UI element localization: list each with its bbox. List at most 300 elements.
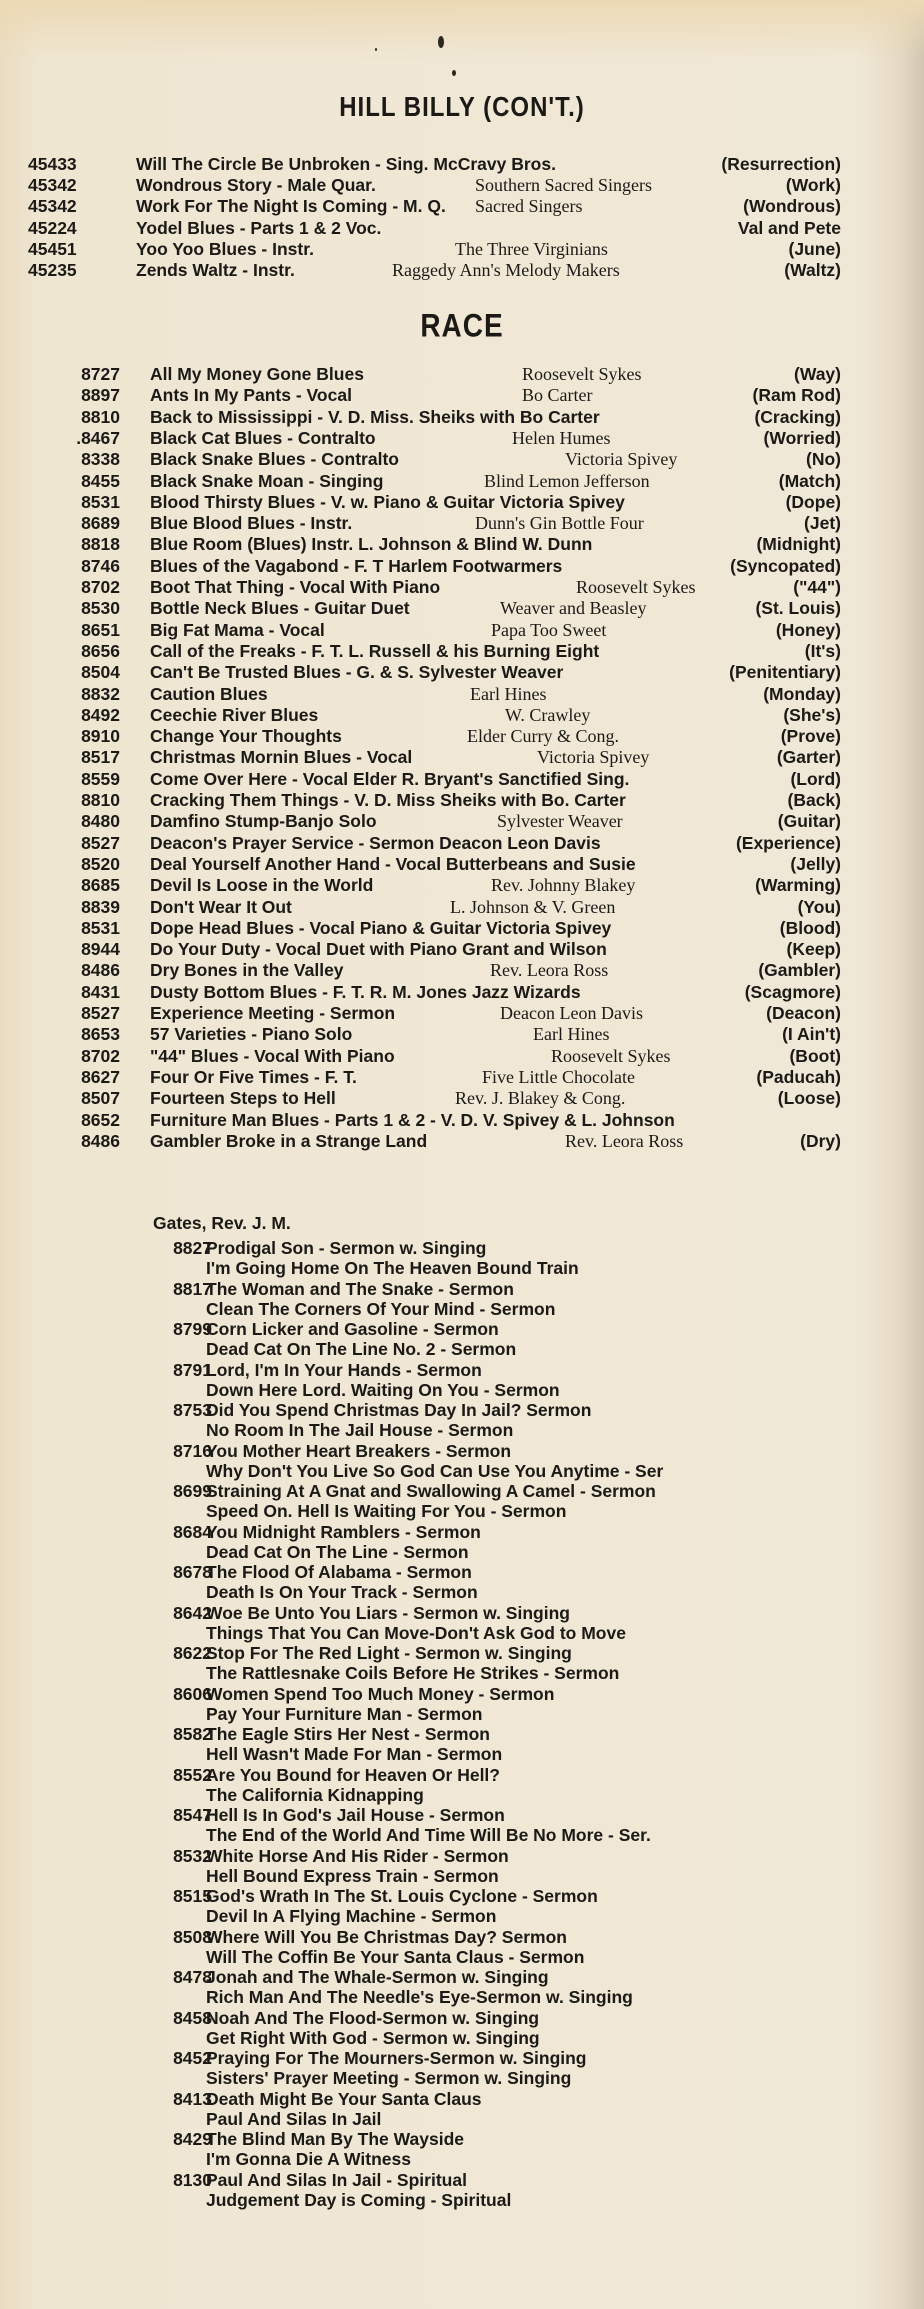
song-title: Devil In A Flying Machine - Sermon <box>206 1906 497 1927</box>
catalog-entry <box>0 428 924 450</box>
flip-side: (Syncopated) <box>730 555 841 576</box>
flip-side: (Back) <box>787 790 841 810</box>
catalog-entry <box>0 534 924 556</box>
song-title: Experience Meeting - Sermon <box>150 1003 396 1023</box>
song-title: Speed On. Hell Is Waiting For You - Sermon <box>206 1501 567 1522</box>
flip-side: (It's) <box>804 640 841 661</box>
flip-side: (Jet) <box>804 513 841 534</box>
artist-name: Southern Sacred Singers <box>475 175 652 196</box>
flip-side: (Deacon) <box>766 1003 841 1023</box>
song-title: White Horse And His Rider - Sermon <box>206 1845 509 1866</box>
catalog-number: 8699 <box>173 1481 212 1501</box>
song-title: Woe Be Unto You Liars - Sermon w. Singing <box>206 1602 570 1623</box>
catalog-number: 8653 <box>81 1024 120 1045</box>
catalog-number: 8508 <box>173 1926 212 1947</box>
catalog-entry <box>0 1765 924 1787</box>
song-title: The Blind Man By The Wayside <box>206 2129 464 2149</box>
song-title: The End of the World And Time Will Be No More - Ser. <box>206 1825 651 1846</box>
song-title: Things That You Can Move-Don't Ask God to Move <box>206 1622 626 1643</box>
flip-side: (Lord) <box>790 768 841 789</box>
flip-side: (Experience) <box>735 832 841 853</box>
catalog-number: 8486 <box>81 1130 120 1151</box>
flip-side: (I Ain't) <box>782 1024 841 1045</box>
flip-side: (Worried) <box>763 427 841 448</box>
catalog-entry <box>0 2170 924 2192</box>
song-title: Can't Be Trusted Blues - G. & S. Sylvester Weaver <box>150 662 564 683</box>
song-title: All My Money Gone Blues <box>150 364 364 384</box>
catalog-entry-flip <box>0 1987 924 2009</box>
catalog-number: 8746 <box>81 555 120 576</box>
catalog-number: 8527 <box>81 1003 120 1023</box>
catalog-entry-flip <box>0 2028 924 2050</box>
catalog-entry <box>0 960 924 982</box>
catalog-entry-flip <box>0 1825 924 1847</box>
catalog-entry <box>0 471 924 493</box>
catalog-entry <box>0 705 924 727</box>
catalog-number: 8429 <box>173 2129 212 2149</box>
catalog-number: 8727 <box>81 364 120 384</box>
song-title: Dope Head Blues - Vocal Piano & Guitar Victoria Spivey <box>150 917 612 938</box>
flip-side: (Gambler) <box>758 960 841 981</box>
artist-name: Earl Hines <box>533 1024 610 1045</box>
catalog-entry <box>0 1603 924 1625</box>
catalog-entry <box>0 1927 924 1949</box>
song-title: Deacon's Prayer Service - Sermon Deacon Leon Davis <box>150 832 601 853</box>
song-title: Pay Your Furniture Man - Sermon <box>206 1703 483 1724</box>
song-title: Lord, I'm In Your Hands - Sermon <box>206 1359 482 1380</box>
song-title: I'm Going Home On The Heaven Bound Train <box>206 1258 579 1279</box>
flip-side: (Loose) <box>777 1088 841 1109</box>
catalog-entry <box>0 641 924 663</box>
artist-name: Rev. Leora Ross <box>565 1130 684 1151</box>
flip-side: (Monday) <box>763 683 841 704</box>
catalog-number: 8130 <box>173 2169 212 2190</box>
artist-name: Rev. Johnny Blakey <box>491 875 636 896</box>
catalog-entry-flip <box>0 1947 924 1969</box>
catalog-entry <box>0 684 924 706</box>
song-title: Did You Spend Christmas Day In Jail? Sermon <box>206 1400 592 1420</box>
catalog-number: 45433 <box>28 154 77 174</box>
flip-side: (Cracking) <box>754 406 841 427</box>
artist-name: The Three Virginians <box>455 238 608 259</box>
catalog-number: 45342 <box>28 196 77 217</box>
catalog-entry <box>0 1067 924 1089</box>
catalog-entry <box>0 1967 924 1989</box>
song-title: Wondrous Story - Male Quar. <box>136 175 376 196</box>
catalog-entry-flip <box>0 1785 924 1807</box>
flip-side: (Garter) <box>776 747 841 768</box>
catalog-number: 8818 <box>81 534 120 555</box>
catalog-number: 8622 <box>173 1643 212 1663</box>
catalog-entry <box>0 726 924 748</box>
catalog-entry <box>0 1643 924 1665</box>
artist-heading-gates: Gates, Rev. J. M. <box>153 1213 291 1233</box>
catalog-entry-flip <box>0 1623 924 1645</box>
catalog-entry <box>0 1562 924 1584</box>
catalog-number: 8547 <box>173 1805 212 1825</box>
song-title: Ants In My Pants - Vocal <box>150 385 352 406</box>
catalog-entry-flip <box>0 1461 924 1483</box>
song-title: Dead Cat On The Line - Sermon <box>206 1541 469 1562</box>
catalog-entry <box>0 2008 924 2030</box>
catalog-entry <box>0 2129 924 2151</box>
catalog-number: 8832 <box>81 683 120 704</box>
catalog-entry-flip <box>0 1744 924 1766</box>
flip-side: (Scagmore) <box>744 981 841 1002</box>
song-title: Dusty Bottom Blues - F. T. R. M. Jones Jazz Wizards <box>150 981 581 1002</box>
song-title: Deal Yourself Another Hand - Vocal Butterbeans and Susie <box>150 853 636 874</box>
flip-side: (Boot) <box>789 1045 841 1066</box>
song-title: Straining At A Gnat and Swallowing A Camel - Sermon <box>206 1481 656 1501</box>
song-title: Boot That Thing - Vocal With Piano <box>150 577 441 597</box>
catalog-number: 8532 <box>173 1845 212 1866</box>
song-title: Damfino Stump-Banjo Solo <box>150 811 377 832</box>
catalog-entry <box>0 875 924 897</box>
catalog-entry-flip <box>0 1866 924 1888</box>
catalog-entry-flip <box>0 2190 924 2212</box>
song-title: God's Wrath In The St. Louis Cyclone - Sermon <box>206 1886 598 1906</box>
song-title: Black Snake Moan - Singing <box>150 470 384 491</box>
catalog-number: 8492 <box>81 704 120 725</box>
catalog-number: 8897 <box>81 385 120 406</box>
catalog-number: 8520 <box>81 853 120 874</box>
catalog-number: 8458 <box>173 2007 212 2028</box>
song-title: Sisters' Prayer Meeting - Sermon w. Singing <box>206 2068 572 2089</box>
song-title: Caution Blues <box>150 683 268 704</box>
catalog-entry <box>0 1024 924 1046</box>
catalog-entry <box>0 154 924 176</box>
catalog-entry <box>0 1319 924 1341</box>
artist-name: Weaver and Beasley <box>500 598 647 619</box>
flip-side: (Waltz) <box>784 260 841 280</box>
catalog-number: 8791 <box>173 1359 212 1380</box>
catalog-entry <box>0 854 924 876</box>
song-title: You Mother Heart Breakers - Sermon <box>206 1440 512 1461</box>
artist-name: Earl Hines <box>470 683 547 704</box>
artist-name: Victoria Spivey <box>565 449 678 470</box>
song-title: The California Kidnapping <box>206 1784 424 1805</box>
catalog-entry <box>0 1886 924 1908</box>
catalog-number: 8839 <box>81 896 120 917</box>
catalog-number: 8504 <box>81 662 120 683</box>
catalog-entry <box>0 1131 924 1153</box>
artist-name: Deacon Leon Davis <box>500 1003 643 1023</box>
catalog-entry <box>0 239 924 261</box>
catalog-entry-flip <box>0 1582 924 1604</box>
catalog-number: 8338 <box>81 449 120 470</box>
song-title: Hell Wasn't Made For Man - Sermon <box>206 1744 503 1765</box>
catalog-entry-flip <box>0 2149 924 2171</box>
catalog-number: 8531 <box>81 491 120 512</box>
catalog-number: 8702 <box>81 1045 120 1066</box>
catalog-entry <box>0 364 924 386</box>
catalog-entry <box>0 218 924 240</box>
song-title: Fourteen Steps to Hell <box>150 1088 336 1109</box>
song-title: Blues of the Vagabond - F. T Harlem Footwarmers <box>150 555 563 576</box>
artist-name: Dunn's Gin Bottle Four <box>475 513 644 534</box>
catalog-entry <box>0 1238 924 1260</box>
catalog-number: 8507 <box>81 1088 120 1109</box>
catalog-number: 8827 <box>173 1238 212 1258</box>
catalog-entry <box>0 897 924 919</box>
catalog-entry-flip <box>0 1380 924 1402</box>
catalog-number: 8486 <box>81 960 120 981</box>
catalog-entry <box>0 1522 924 1544</box>
artist-name: Blind Lemon Jefferson <box>484 470 650 491</box>
song-title: The Woman and The Snake - Sermon <box>206 1278 514 1299</box>
artist-name: Papa Too Sweet <box>491 619 607 640</box>
catalog-entry <box>0 449 924 471</box>
catalog-entry <box>0 790 924 812</box>
song-title: Come Over Here - Vocal Elder R. Bryant's Sanctified Sing. <box>150 768 630 789</box>
artist-name: Roosevelt Sykes <box>522 364 642 384</box>
catalog-number: 8531 <box>81 917 120 938</box>
catalog-entry <box>0 556 924 578</box>
catalog-entry <box>0 939 924 961</box>
song-title: Christmas Mornin Blues - Vocal <box>150 747 413 768</box>
catalog-entry-flip <box>0 2109 924 2131</box>
song-title: Death Might Be Your Santa Claus <box>206 2088 482 2109</box>
song-title: Praying For The Mourners-Sermon w. Singing <box>206 2048 587 2068</box>
catalog-number: 8455 <box>81 470 120 491</box>
song-title: Black Snake Blues - Contralto <box>150 449 399 470</box>
catalog-number: 8702 <box>81 577 120 597</box>
artist-name: W. Crawley <box>505 704 591 725</box>
catalog-entry <box>0 598 924 620</box>
song-title: The Eagle Stirs Her Nest - Sermon <box>206 1724 490 1744</box>
artist-name: Five Little Chocolate <box>482 1066 635 1087</box>
song-title: Jonah and The Whale-Sermon w. Singing <box>206 1967 549 1987</box>
catalog-number: 8810 <box>81 406 120 427</box>
catalog-entry <box>0 1846 924 1868</box>
catalog-entry-flip <box>0 1299 924 1321</box>
song-title: Judgement Day is Coming - Spiritual <box>206 2189 512 2210</box>
flip-side: (Paducah) <box>756 1066 841 1087</box>
flip-side: (Ram Rod) <box>752 385 841 406</box>
catalog-entry <box>0 1805 924 1827</box>
song-title: Prodigal Son - Sermon w. Singing <box>206 1238 487 1258</box>
song-title: Bottle Neck Blues - Guitar Duet <box>150 598 410 619</box>
catalog-number: 8515 <box>173 1886 212 1906</box>
song-title: Big Fat Mama - Vocal <box>150 619 325 640</box>
song-title: Rich Man And The Needle's Eye-Sermon w. Singing <box>206 1987 633 2008</box>
flip-side: (Dry) <box>800 1130 841 1151</box>
artist-name: Rev. Leora Ross <box>490 960 609 981</box>
catalog-number: 8552 <box>173 1764 212 1785</box>
song-title: Work For The Night Is Coming - M. Q. <box>136 196 446 217</box>
song-title: Devil Is Loose in the World <box>150 875 374 896</box>
flip-side: (Blood) <box>779 917 841 938</box>
song-title: Blue Blood Blues - Instr. <box>150 513 353 534</box>
song-title: Dead Cat On The Line No. 2 - Sermon <box>206 1339 517 1360</box>
song-title: Ceechie River Blues <box>150 704 319 725</box>
artist-name: Raggedy Ann's Melody Makers <box>392 260 620 280</box>
song-title: The Flood Of Alabama - Sermon <box>206 1562 472 1582</box>
song-title: Why Don't You Live So God Can Use You Anytime - Ser <box>206 1460 664 1481</box>
song-title: Get Right With God - Sermon w. Singing <box>206 2027 540 2048</box>
song-title: You Midnight Ramblers - Sermon <box>206 1521 481 1542</box>
catalog-entry <box>0 577 924 599</box>
song-title: Corn Licker and Gasoline - Sermon <box>206 1319 499 1339</box>
paper-blemish <box>375 48 377 51</box>
song-title: Hell Bound Express Train - Sermon <box>206 1865 499 1886</box>
flip-side: (Guitar) <box>777 811 841 832</box>
catalog-entry <box>0 833 924 855</box>
song-title: Don't Wear It Out <box>150 896 292 917</box>
catalog-number: 8642 <box>173 1602 212 1623</box>
artist-name: Elder Curry & Cong. <box>467 726 619 747</box>
song-title: Women Spend Too Much Money - Sermon <box>206 1683 555 1704</box>
catalog-entry <box>0 1400 924 1422</box>
catalog-entry <box>0 1003 924 1025</box>
song-title: "44" Blues - Vocal With Piano <box>150 1045 395 1066</box>
flip-side: (Honey) <box>775 619 841 640</box>
song-title: Cracking Them Things - V. D. Miss Sheiks with Bo. Carter <box>150 790 626 810</box>
catalog-number: 45235 <box>28 260 77 280</box>
catalog-number: 8627 <box>81 1066 120 1087</box>
flip-side: (Way) <box>794 364 841 384</box>
artist-name: Sacred Singers <box>475 196 583 217</box>
catalog-number: 8431 <box>81 981 120 1002</box>
catalog-entry-flip <box>0 1704 924 1726</box>
catalog-entry-flip <box>0 1663 924 1685</box>
paper-blemish <box>438 36 444 48</box>
artist-name: L. Johnson & V. Green <box>450 896 616 917</box>
catalog-entry <box>0 1088 924 1110</box>
artist-name: Roosevelt Sykes <box>551 1045 671 1066</box>
flip-side: (Keep) <box>786 939 841 960</box>
song-title: Clean The Corners Of Your Mind - Sermon <box>206 1298 556 1319</box>
catalog-number: 8606 <box>173 1683 212 1704</box>
catalog-number: 45451 <box>28 238 77 259</box>
catalog-number: 8716 <box>173 1440 212 1461</box>
catalog-number: 8810 <box>81 790 120 810</box>
catalog-number: 8478 <box>173 1967 212 1987</box>
catalog-entry <box>0 175 924 197</box>
flip-side: (June) <box>788 238 841 259</box>
song-title: Back to Mississippi - V. D. Miss. Sheiks with Bo Carter <box>150 406 600 427</box>
catalog-number: 8656 <box>81 640 120 661</box>
catalog-entry <box>0 196 924 218</box>
flip-side: (She's) <box>783 704 841 725</box>
song-title: Black Cat Blues - Contralto <box>150 427 376 448</box>
catalog-entry-flip <box>0 1339 924 1361</box>
catalog-entry-flip <box>0 1258 924 1280</box>
catalog-entry <box>0 918 924 940</box>
song-title: Paul And Silas In Jail <box>206 2108 382 2129</box>
catalog-entry <box>0 982 924 1004</box>
section-title-hillbilly: HILL BILLY (CON'T.) <box>339 91 585 123</box>
catalog-number: 8413 <box>173 2088 212 2109</box>
catalog-entry <box>0 1279 924 1301</box>
song-title: Blood Thirsty Blues - V. w. Piano & Guitar Victoria Spivey <box>150 491 625 512</box>
catalog-number: 8689 <box>81 513 120 534</box>
catalog-entry <box>0 260 924 282</box>
flip-side: (You) <box>797 896 841 917</box>
catalog-number: 8559 <box>81 768 120 789</box>
song-title: Gambler Broke in a Strange Land <box>150 1130 428 1151</box>
song-title: Blue Room (Blues) Instr. L. Johnson & Blind W. Dunn <box>150 534 593 555</box>
flip-side: (Match) <box>778 470 841 491</box>
catalog-entry <box>0 1481 924 1503</box>
catalog-number: .8467 <box>76 427 120 448</box>
song-title: Four Or Five Times - F. T. <box>150 1066 357 1087</box>
catalog-entry <box>0 1441 924 1463</box>
song-title: Will The Coffin Be Your Santa Claus - Sermon <box>206 1946 585 1967</box>
catalog-entry <box>0 1046 924 1068</box>
song-title: The Rattlesnake Coils Before He Strikes - Sermon <box>206 1663 620 1684</box>
song-title: No Room In The Jail House - Sermon <box>206 1420 514 1441</box>
song-title: Noah And The Flood-Sermon w. Singing <box>206 2007 540 2028</box>
catalog-entry <box>0 620 924 642</box>
song-title: Down Here Lord. Waiting On You - Sermon <box>206 1379 560 1400</box>
catalog-number: 8684 <box>173 1521 212 1542</box>
song-title: Are You Bound for Heaven Or Hell? <box>206 1764 500 1785</box>
song-title: 57 Varieties - Piano Solo <box>150 1024 353 1045</box>
flip-side: (Prove) <box>780 726 841 747</box>
catalog-number: 45342 <box>28 175 77 196</box>
flip-side: (Jelly) <box>790 853 841 874</box>
flip-side: (Resurrection) <box>721 154 841 174</box>
artist-name: Rev. J. Blakey & Cong. <box>455 1088 626 1109</box>
song-title: Paul And Silas In Jail - Spiritual <box>206 2169 467 2190</box>
catalog-number: 45224 <box>28 217 77 238</box>
paper-blemish <box>452 70 456 76</box>
catalog-entry <box>0 1684 924 1706</box>
song-title: Call of the Freaks - F. T. L. Russell & his Burning Eight <box>150 640 600 661</box>
section-title-race: RACE <box>420 307 504 344</box>
catalog-entry <box>0 1360 924 1382</box>
song-title: Stop For The Red Light - Sermon w. Singing <box>206 1643 572 1663</box>
catalog-entry <box>0 492 924 514</box>
catalog-entry <box>0 513 924 535</box>
catalog-number: 8799 <box>173 1319 212 1339</box>
flip-side: (St. Louis) <box>755 598 841 619</box>
catalog-number: 8527 <box>81 832 120 853</box>
song-title: Yoo Yoo Blues - Instr. <box>136 238 314 259</box>
artist-name: Victoria Spivey <box>537 747 650 768</box>
catalog-number: 8651 <box>81 619 120 640</box>
catalog-number: 8517 <box>81 747 120 768</box>
catalog-entry <box>0 1110 924 1132</box>
catalog-number: 8753 <box>173 1400 212 1420</box>
catalog-number: 8530 <box>81 598 120 619</box>
flip-side: (Work) <box>785 175 841 196</box>
catalog-number: 8817 <box>173 1278 212 1299</box>
catalog-entry-flip <box>0 1420 924 1442</box>
artist-name: Bo Carter <box>522 385 593 406</box>
song-title: I'm Gonna Die A Witness <box>206 2149 411 2170</box>
artist-name: Helen Humes <box>512 427 611 448</box>
catalog-entry <box>0 407 924 429</box>
flip-side: ("44") <box>793 577 841 597</box>
catalog-entry-flip <box>0 1501 924 1523</box>
catalog-number: 8910 <box>81 726 120 747</box>
flip-side: (Penitentiary) <box>729 662 841 683</box>
song-title: Death Is On Your Track - Sermon <box>206 1582 478 1603</box>
song-title: Hell Is In God's Jail House - Sermon <box>206 1805 505 1825</box>
catalog-number: 8582 <box>173 1724 212 1744</box>
catalog-number: 8652 <box>81 1109 120 1130</box>
artist-name: Sylvester Weaver <box>497 811 623 832</box>
flip-side: (Wondrous) <box>743 196 841 217</box>
flip-side: (No) <box>806 449 841 470</box>
catalog-entry-flip <box>0 1542 924 1564</box>
song-title: Zends Waltz - Instr. <box>136 260 295 280</box>
catalog-entry <box>0 2048 924 2070</box>
artist-name: Roosevelt Sykes <box>576 577 696 597</box>
song-title: Do Your Duty - Vocal Duet with Piano Grant and Wilson <box>150 939 607 960</box>
